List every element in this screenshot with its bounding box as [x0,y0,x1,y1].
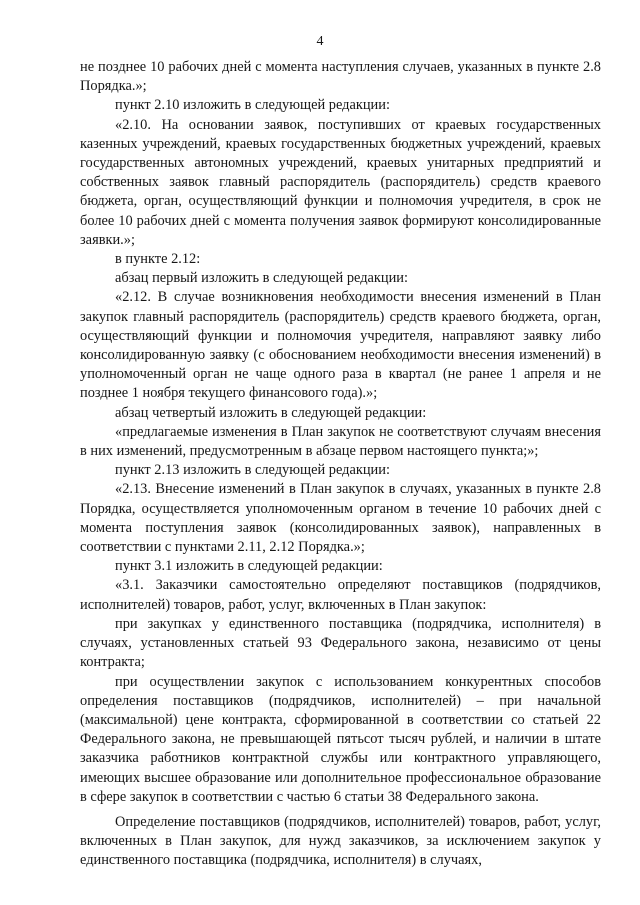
paragraph: «2.13. Внесение изменений в План закупок в случаях, указанных в пункте 2.8 Порядка, осуществляется уполномоченным органом в течение 10 рабочих дней с момента поступления заявок (консолидированных заявок), направленных в соответствии с пунктами 2.11, 2.12 Порядка.»; [80,481,601,556]
paragraph: Определение поставщиков (подрядчиков, исполнителей) товаров, работ, услуг, включенных в План закупок, для нужд заказчиков, за исключением закупок у единственного поставщика (подрядчика, исполнителя) в случаях, [80,813,601,869]
paragraph: «предлагаемые изменения в План закупок не соответствуют случаям внесения в них изменений, предусмотренным в абзаце первом настоящего пункта;»; [80,423,601,460]
paragraph: абзац первый изложить в следующей редакции: [115,270,409,287]
paragraph: «2.12. В случае возникновения необходимости внесения изменений в План закупок главный распорядитель (распорядитель) средств краевого бюджета, орган, осуществляющий функции и полномочия учредителя, направляют заявку либо консолидированную заявку (с обоснованием необходимости внесения изменений) в уполномоченный орган не чаще одного раза в квартал (не ранее 1 апреля и не позднее 1 ноября текущего финансового года).»; [80,289,601,402]
paragraph: при закупках у единственного поставщика (подрядчика, исполнителя) в случаях, установленных статьей 93 Федерального закона, независимо от цены контракта; [80,615,601,671]
paragraph: пункт 2.10 изложить в следующей редакции: [115,97,390,114]
paragraph: «2.10. На основании заявок, поступивших от краевых государственных казенных учреждений, краевых государственных бюджетных учреждений, краевых государственных автономных учреждений, краевых унитарных предприятий и собственных заявок главный распорядитель (распорядитель) средств краевого бюджета, орган, осуществляющий функции и полномочия учредителя, в срок не более 10 рабочих дней с момента получения заявок формируют консолидированные заявки.»; [80,116,601,248]
paragraph: «3.1. Заказчики самостоятельно определяют поставщиков (подрядчиков, исполнителей) товаров, работ, услуг, включенных в План закупок: [80,577,601,613]
paragraph: пункт 3.1 изложить в следующей редакции: [115,558,383,575]
paragraph: при осуществлении закупок с использованием конкурентных способов определения поставщиков (подрядчиков, исполнителей) – при начальной (максимальной) цене контракта, сформированной в соответствии со статьей 22 Федерального закона, не превышающей пятьсот тысяч рублей, и наличии в штате заказчика работников контрактной службы или контрактного управляющего, имеющих высшее образование или дополнительное профессиональное образование в сфере закупок в соответствии с частью 6 статьи 38 Федерального закона. [80,673,601,805]
paragraph: в пункте 2.12: [115,251,201,268]
paragraph: абзац четвертый изложить в следующей редакции: [115,404,427,421]
page-number: 4 [316,34,324,49]
document-body [80,58,601,871]
paragraph: не позднее 10 рабочих дней с момента наступления случаев, указанных в пункте 2.8 Порядка.»; [80,59,601,95]
paragraph: пункт 2.13 изложить в следующей редакции: [115,462,390,479]
